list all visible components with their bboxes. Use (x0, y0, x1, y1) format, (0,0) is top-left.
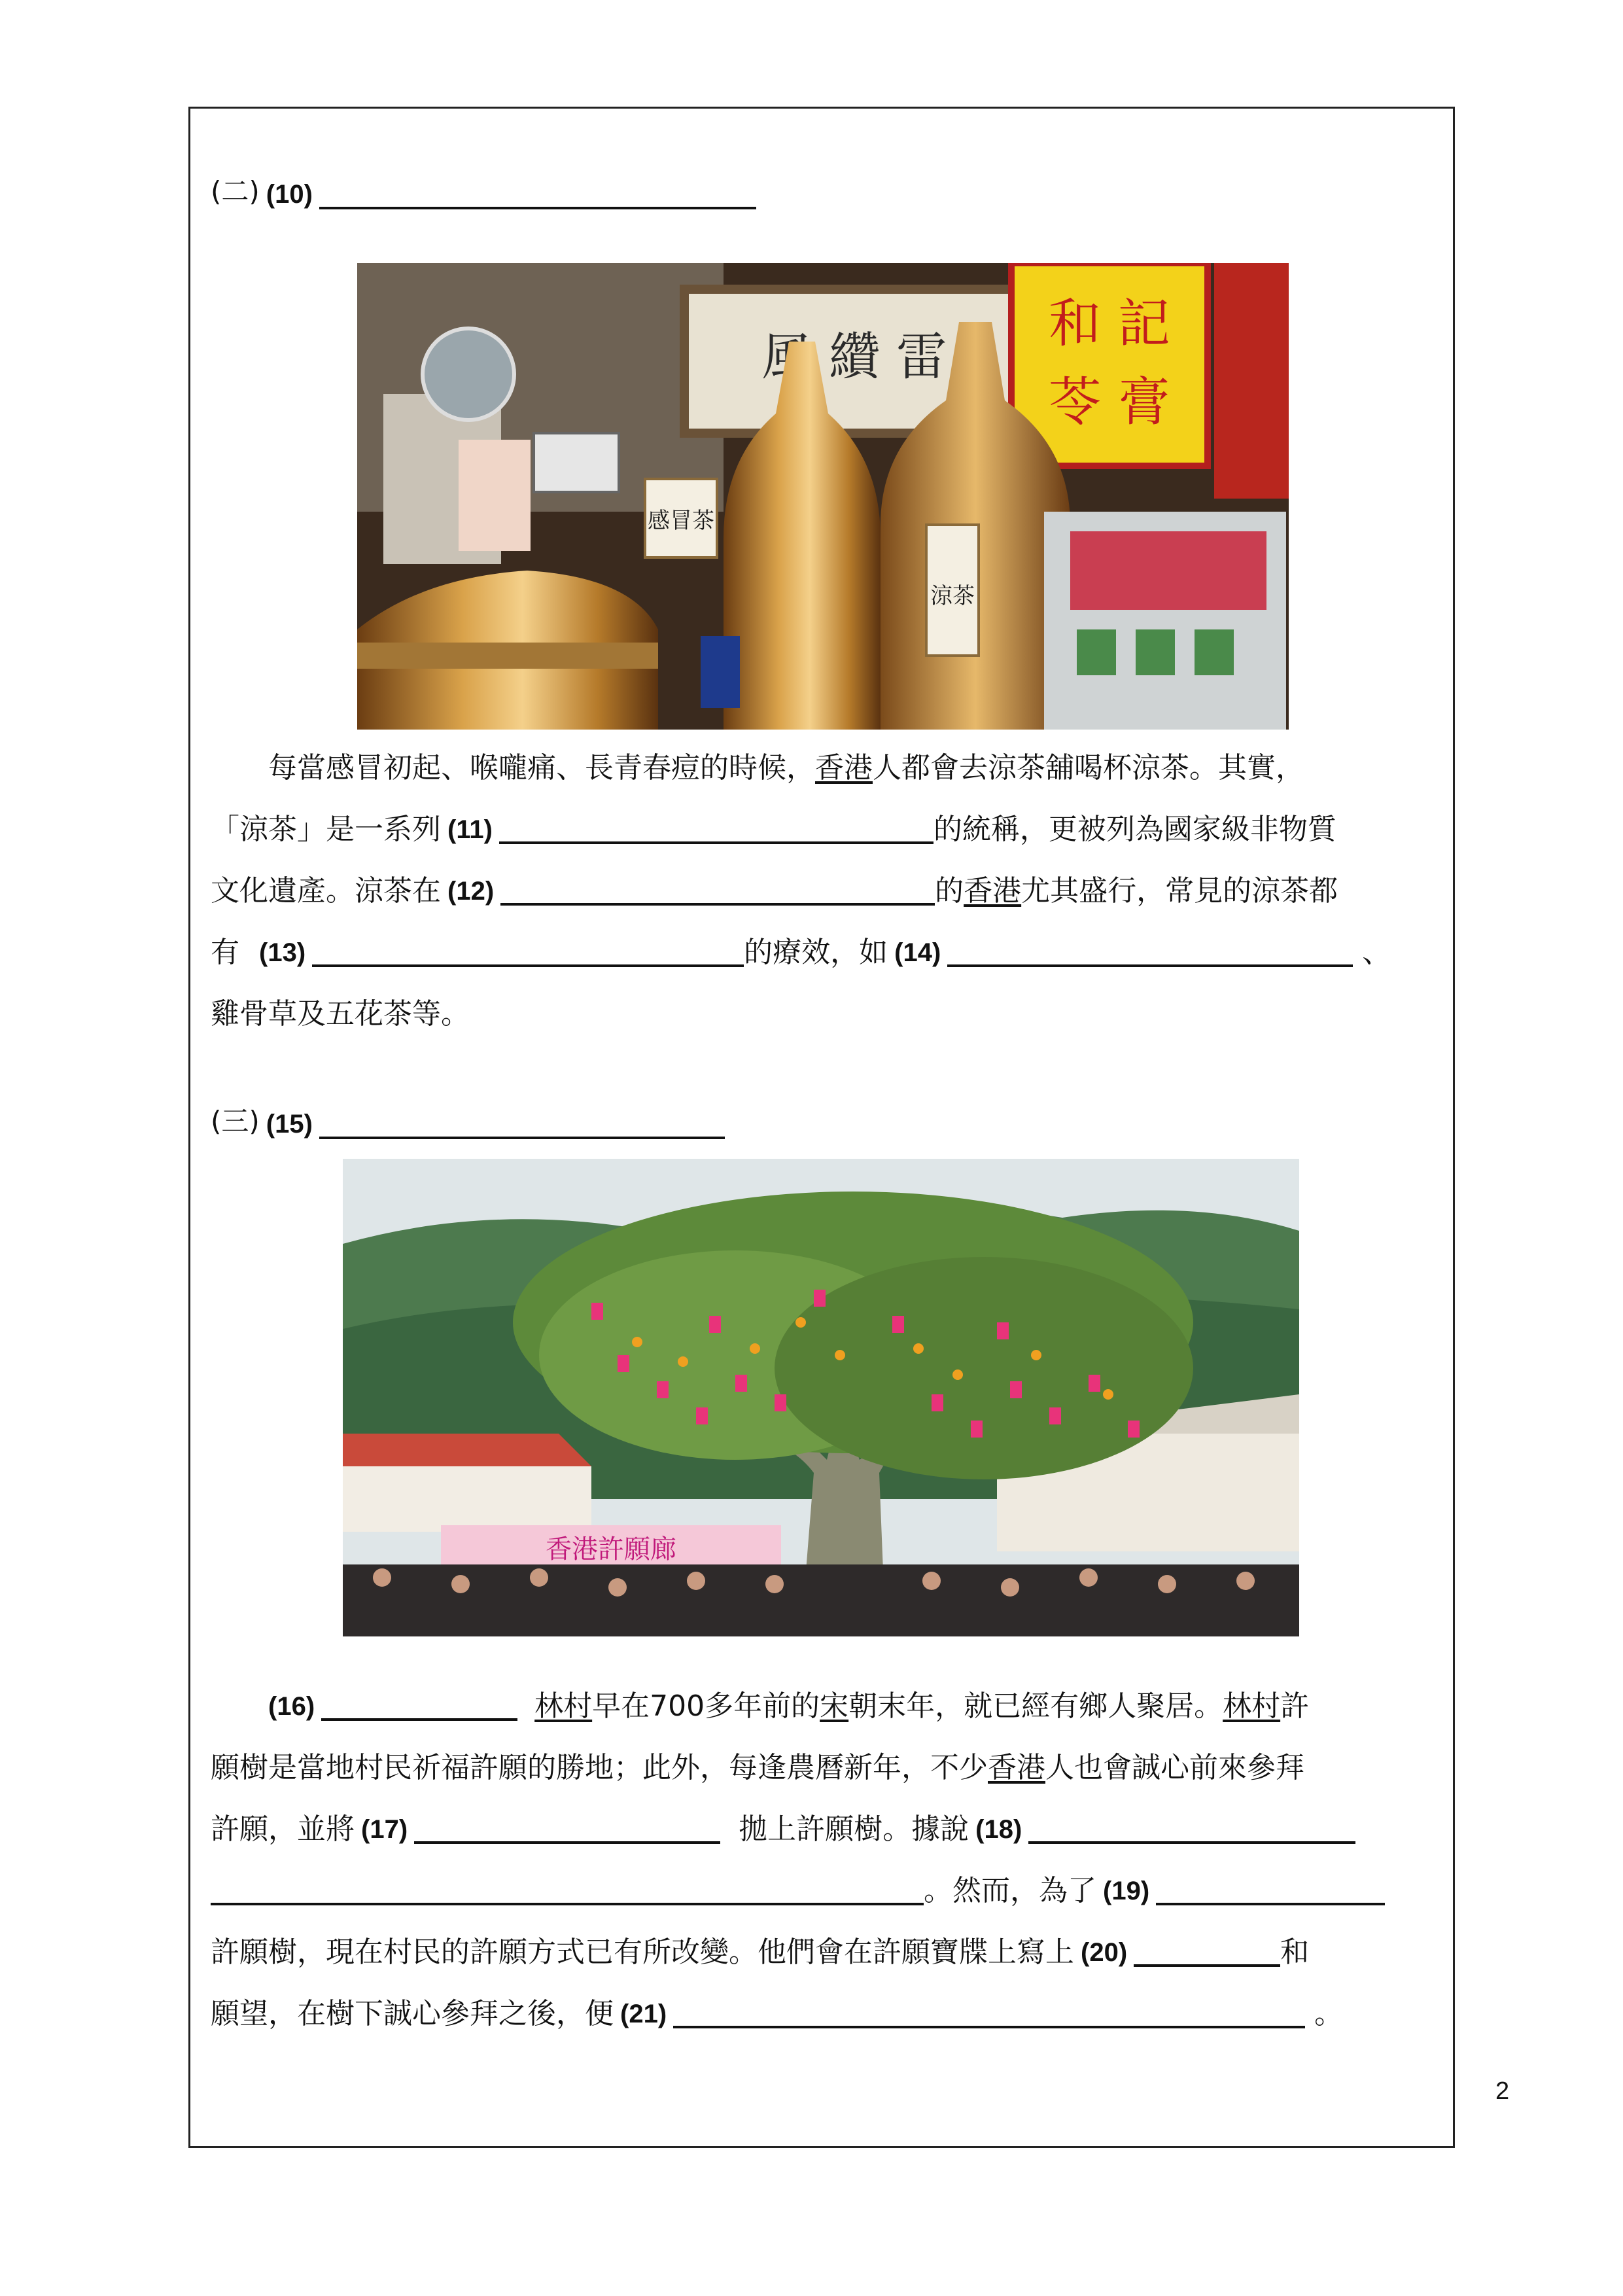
jar-label-cold-remedy: 感冒茶 (648, 508, 714, 534)
q10-blank[interactable] (319, 181, 756, 209)
section-3-paragraph (211, 1676, 1438, 2045)
s3-text: 朝末年，就已經有鄉人聚居。 (848, 1689, 1223, 1723)
s3-dynasty-song: 宋 (820, 1689, 849, 1723)
herbal-tea-shop-illustration (357, 263, 1289, 730)
s2-text: 的 (935, 874, 964, 908)
q18-blank-continued[interactable] (211, 1877, 924, 1905)
q17-blank[interactable] (414, 1815, 720, 1844)
q16-blank[interactable] (321, 1692, 517, 1721)
s3-text: 許願，並將 (211, 1812, 355, 1846)
q19-blank[interactable] (1156, 1877, 1385, 1905)
q16-number: (16) (268, 1692, 315, 1721)
q20-blank[interactable] (1134, 1938, 1280, 1967)
s3-text: 人也會誠心前來參拜 (1045, 1751, 1304, 1784)
s2-place-hongkong: 香港 (815, 751, 873, 785)
q11-blank[interactable] (499, 815, 934, 844)
wishing-tree-photo (343, 1159, 1299, 1636)
q14-blank[interactable] (947, 938, 1353, 967)
s2-line-4 (211, 922, 1438, 983)
shop-sign-middle: 風 纘 雷 (761, 328, 947, 387)
s3-line-4 (211, 1860, 1438, 1922)
s3-line-5 (211, 1922, 1438, 1983)
s2-line-2 (211, 799, 1438, 860)
s3-line-3 (211, 1799, 1438, 1860)
s2-text: 、 (1362, 936, 1391, 969)
s2-place-hongkong: 香港 (964, 874, 1022, 908)
s2-text: 有 (211, 936, 239, 969)
q13-number: (13) (259, 938, 306, 967)
shop-sign-right: 和 記 (1049, 293, 1170, 354)
q18-blank[interactable] (1028, 1815, 1355, 1844)
q12-blank[interactable] (500, 877, 935, 906)
q12-number: (12) (447, 877, 495, 906)
s3-text: 。 (1314, 1997, 1344, 2030)
s3-text: 願望，在樹下誠心參拜之後，便 (211, 1997, 614, 2030)
page-number: 2 (1495, 2077, 1510, 2105)
s3-line-1 (211, 1676, 1438, 1737)
s3-text: 願樹是當地村民祈福許願的勝地；此外，每逢農曆新年，不少 (211, 1751, 988, 1784)
s2-text: 雞骨草及五花茶等。 (211, 997, 470, 1031)
s3-text: 早在700多年前的 (592, 1689, 820, 1723)
wishing-banner-text: 香港許願廊 (546, 1534, 676, 1564)
s3-text: 許 (1280, 1689, 1310, 1723)
s2-line-1 (211, 737, 1438, 799)
s2-text: 的療效，如 (744, 936, 888, 969)
s2-text: 「涼茶」是一系列 (211, 813, 441, 846)
s2-text: 每當感冒初起、喉嚨痛、長青春痘的時候， (268, 751, 815, 785)
s3-place-lam-tsuen: 林村 (534, 1689, 593, 1723)
section-3-heading (211, 1093, 1438, 1139)
section-3-label: (三) (211, 1105, 260, 1137)
s2-text: 尤其盛行，常見的涼茶都 (1021, 874, 1338, 908)
s3-line-6 (211, 1983, 1438, 2045)
section-2-paragraph (211, 737, 1438, 1045)
worksheet-content (211, 164, 1438, 2045)
s3-line-2 (211, 1737, 1438, 1799)
s3-text: 和 (1280, 1935, 1310, 1969)
q14-number: (14) (894, 938, 941, 967)
s2-line-3 (211, 860, 1438, 922)
s2-text: 的統稱，更被列為國家級非物質 (933, 813, 1336, 846)
s3-text: 許願樹，現在村民的許願方式已有所改變。他們會在許願寶牒上寫上 (211, 1935, 1074, 1969)
q11-number: (11) (447, 815, 493, 844)
q19-number: (19) (1103, 1877, 1150, 1905)
q21-blank[interactable] (673, 2000, 1305, 2028)
q10-number: (10) (266, 180, 313, 209)
s2-text: 人都會去涼茶舖喝杯涼茶。其實， (873, 751, 1304, 785)
s3-text: 拋上許願樹。據說 (739, 1812, 969, 1846)
wishing-tree-illustration (343, 1159, 1299, 1636)
q15-number: (15) (266, 1110, 313, 1139)
q20-number: (20) (1081, 1938, 1128, 1967)
s2-line-5 (211, 983, 1438, 1045)
s3-place-hongkong: 香港 (988, 1751, 1045, 1784)
q18-number: (18) (975, 1815, 1022, 1844)
s3-place-lam-tsuen: 林村 (1223, 1689, 1281, 1723)
jar-label-herbal-tea: 涼茶 (930, 583, 975, 609)
s2-text: 文化遺產。涼茶在 (211, 874, 441, 908)
herbal-tea-shop-photo (357, 263, 1289, 730)
shop-sign-right-2: 苓 膏 (1049, 372, 1170, 433)
section-2-heading (211, 164, 1438, 209)
q15-blank[interactable] (319, 1110, 725, 1139)
q13-blank[interactable] (312, 938, 744, 967)
section-2-label: (二) (211, 175, 260, 207)
q17-number: (17) (361, 1815, 408, 1844)
q21-number: (21) (620, 2000, 667, 2028)
s3-text: 。然而，為了 (924, 1874, 1096, 1907)
